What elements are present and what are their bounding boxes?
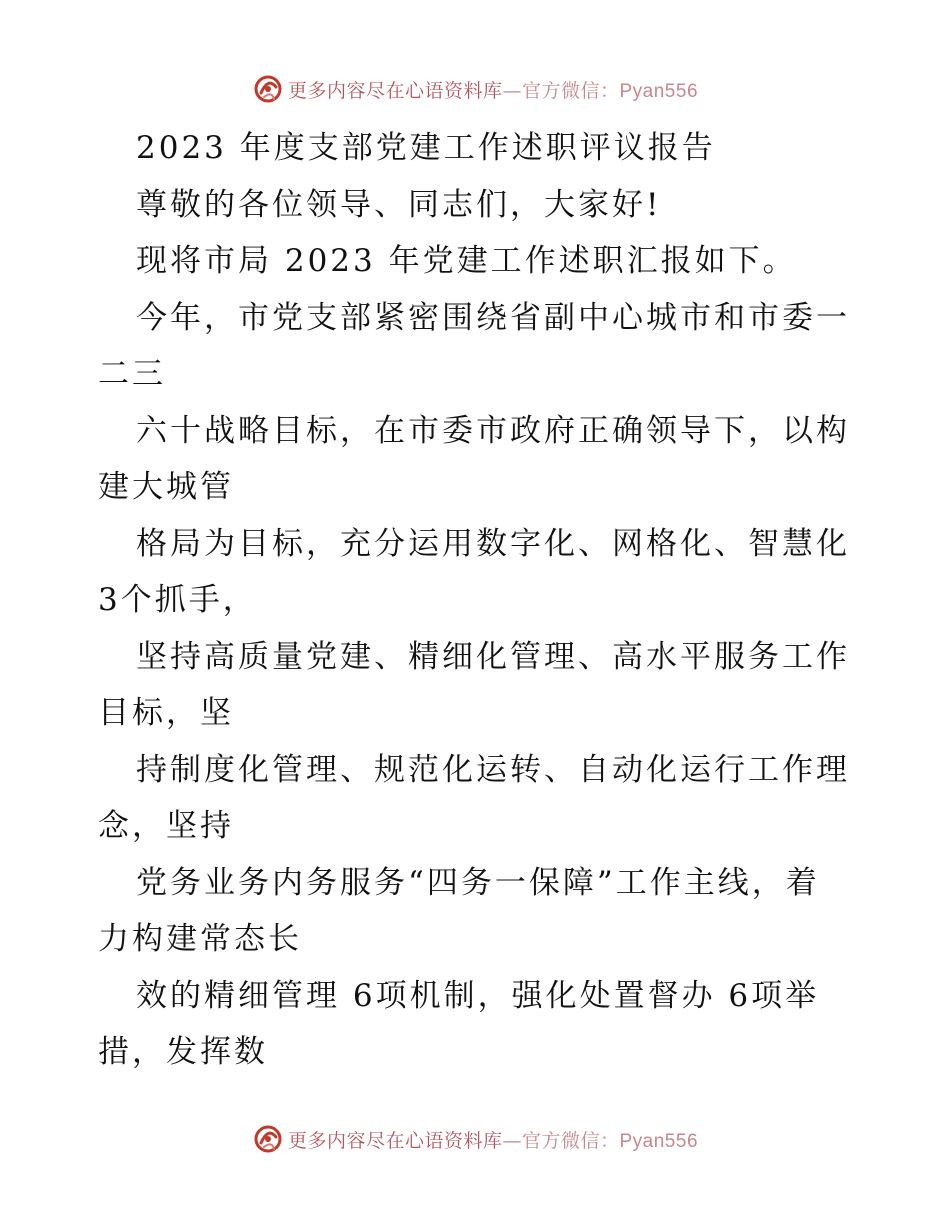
text-line: 今年，市党支部紧密围绕省副中心城市和市委一	[136, 299, 850, 336]
watermark-main: 更多内容尽在心语资料库	[287, 1129, 503, 1152]
watermark-text	[288, 76, 698, 103]
document-body	[98, 120, 858, 1081]
text-line: 党务业务内务服务“四务一保障”工作主线，着	[136, 864, 820, 901]
text-line: 尊敬的各位领导、同志们，大家好!	[136, 186, 662, 223]
text-line: 二三	[98, 356, 166, 392]
text-line: 现将市局 2023 年党建工作述职汇报如下。	[136, 243, 797, 279]
text-line: 持制度化管理、规范化运转、自动化运行工作理	[136, 751, 850, 788]
text-line: 力构建常态长	[98, 921, 302, 957]
watermark-id: Pyan556	[619, 1130, 699, 1152]
watermark-id: Pyan556	[619, 80, 699, 102]
watermark-footer	[0, 1122, 950, 1156]
text-line: 3个抓手，	[98, 582, 257, 618]
text-line: 格局为目标，充分运用数字化、网格化、智慧化	[136, 525, 850, 562]
text-line: 坚持高质量党建、精细化管理、高水平服务工作	[136, 638, 850, 675]
watermark-official: 官方微信：	[521, 79, 620, 102]
watermark-dash: —	[502, 79, 522, 102]
document-title: 2023 年度支部党建工作述职评议报告	[136, 130, 716, 166]
text-line: 效的精细管理 6项机制，强化处置督办 6项举	[136, 977, 820, 1014]
text-line: 目标，坚	[98, 695, 234, 731]
watermark-header	[0, 72, 950, 106]
watermark-text	[288, 1126, 698, 1153]
red-swirl-logo-icon	[252, 1123, 284, 1155]
text-line: 措，发挥数	[98, 1034, 268, 1070]
text-line: 念，坚持	[98, 808, 234, 844]
text-line: 六十战略目标，在市委市政府正确领导下，以构	[136, 412, 850, 449]
watermark-official: 官方微信：	[521, 1129, 620, 1152]
watermark-dash: —	[502, 1129, 522, 1152]
text-line: 建大城管	[98, 469, 234, 505]
red-swirl-logo-icon	[252, 73, 284, 105]
watermark-main: 更多内容尽在心语资料库	[287, 79, 503, 102]
